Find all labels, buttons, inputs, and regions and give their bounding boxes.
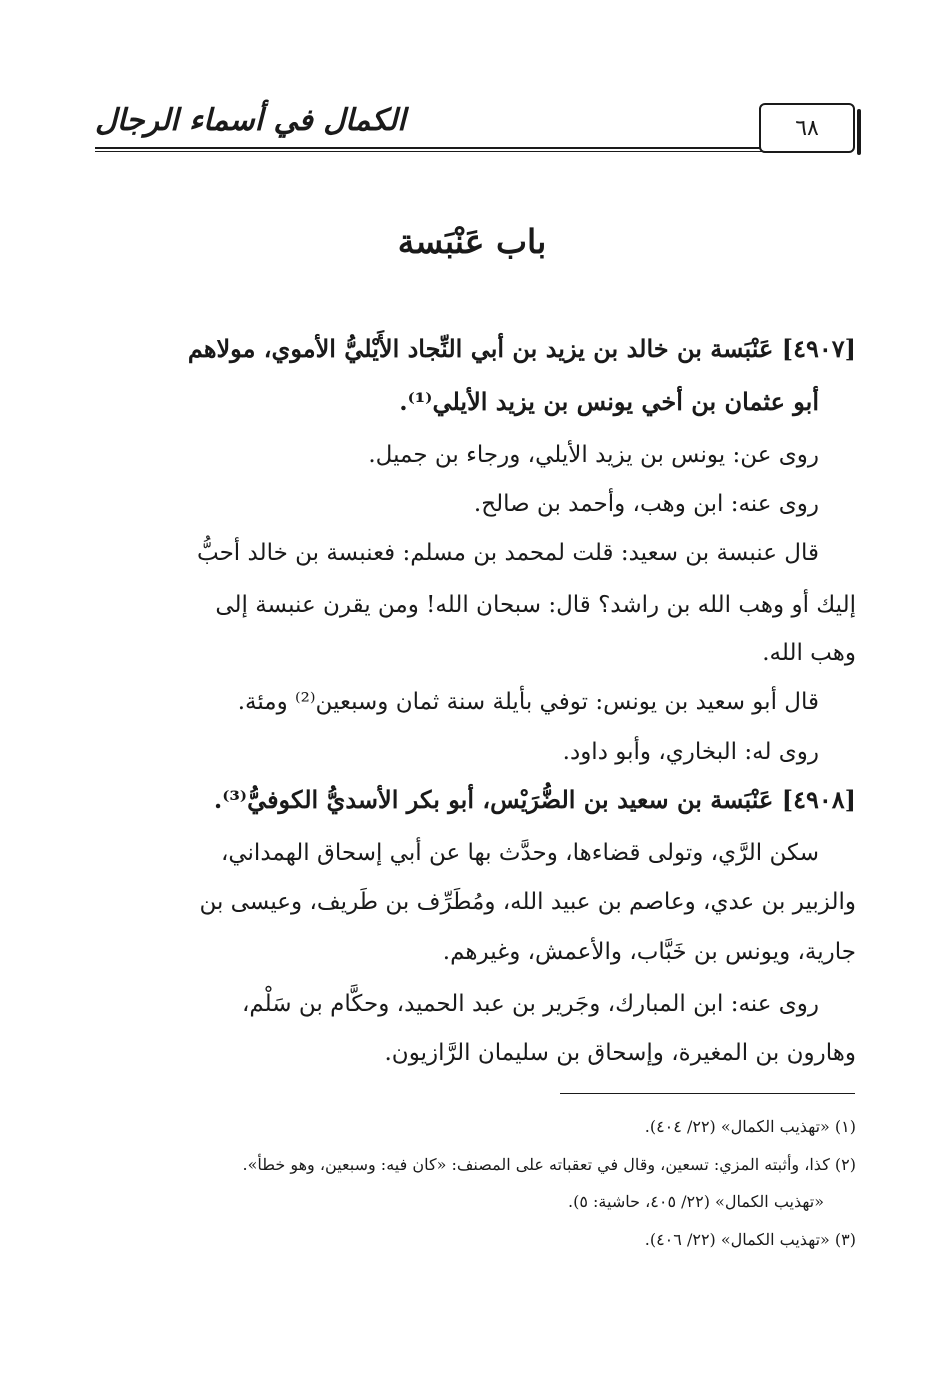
text-line: والزبير بن عدي، وعاصم بن عبيد الله، ومُطَرِّف بن طَريف، وعيسى بن — [199, 889, 856, 915]
text-line: روى عنه: ابن وهب، وأحمد بن صالح. — [473, 491, 819, 517]
footnote-cont: «تهذيب الكمال» (٢٢/ ٤٠٥، حاشية: ٥). — [568, 1192, 824, 1211]
text-line: وهب الله. — [762, 640, 856, 666]
text-line: روى له: البخاري، وأبو داود. — [562, 739, 819, 765]
header-rule — [95, 147, 815, 149]
header-rule-thin — [95, 151, 815, 152]
text-line: إليك أو وهب الله بن راشد؟ قال: سبحان الله! ومن يقرن عنبسة إلى — [215, 592, 856, 618]
text-line: روى عن: يونس بن يزيد الأيلي، ورجاء بن جميل. — [368, 442, 819, 468]
text-line: وهارون بن المغيرة، وإسحاق بن سليمان الرَّازيون. — [384, 1040, 856, 1066]
entry-heading: [٤٩٠٨] عَنْبَسة بن سعيد بن الضُّرَيْس، أبو بكر الأسديُّ الكوفيُّ⁽³⁾. — [213, 785, 856, 814]
page-number: ٦٨ — [759, 103, 855, 153]
footnote-divider — [560, 1093, 855, 1094]
text-line: قال عنبسة بن سعيد: قلت لمحمد بن مسلم: فعنبسة بن خالد أحبُّ — [197, 540, 819, 566]
text-line: جارية، ويونس بن خَبَّاب، والأعمش، وغيرهم. — [442, 939, 856, 965]
entry-heading: [٤٩٠٧] عَنْبَسة بن خالد بن يزيد بن أبي النِّجاد الأَيْليُّ الأموي، مولاهم — [187, 334, 856, 363]
text-line: سكن الرَّي، وتولى قضاءها، وحدَّث بها عن أبي إسحاق الهمداني، — [220, 840, 819, 866]
footnote: (١) «تهذيب الكمال» (٢٢/ ٤٠٤). — [644, 1117, 856, 1136]
chapter-title: باب عَنْبَسة — [397, 222, 547, 261]
book-title: الكمال في أسماء الرجال — [95, 103, 406, 138]
page-header — [95, 95, 855, 155]
text-line: روى عنه: ابن المبارك، وجَرير بن عبد الحميد، وحكَّام بن سَلْم، — [241, 991, 819, 1017]
entry-heading-cont: أبو عثمان بن أخي يونس بن يزيد الأيلي⁽¹⁾. — [399, 387, 819, 416]
footnote: (٢) كذا، وأثبته المزي: تسعين، وقال في تعقباته على المصنف: «كان فيه: وسبعين، وهو خطأ». — [242, 1155, 856, 1174]
text-line: قال أبو سعيد بن يونس: توفي بأيلة سنة ثمان وسبعين⁽²⁾ ومئة. — [237, 689, 819, 715]
footnote: (٣) «تهذيب الكمال» (٢٢/ ٤٠٦). — [644, 1230, 856, 1249]
